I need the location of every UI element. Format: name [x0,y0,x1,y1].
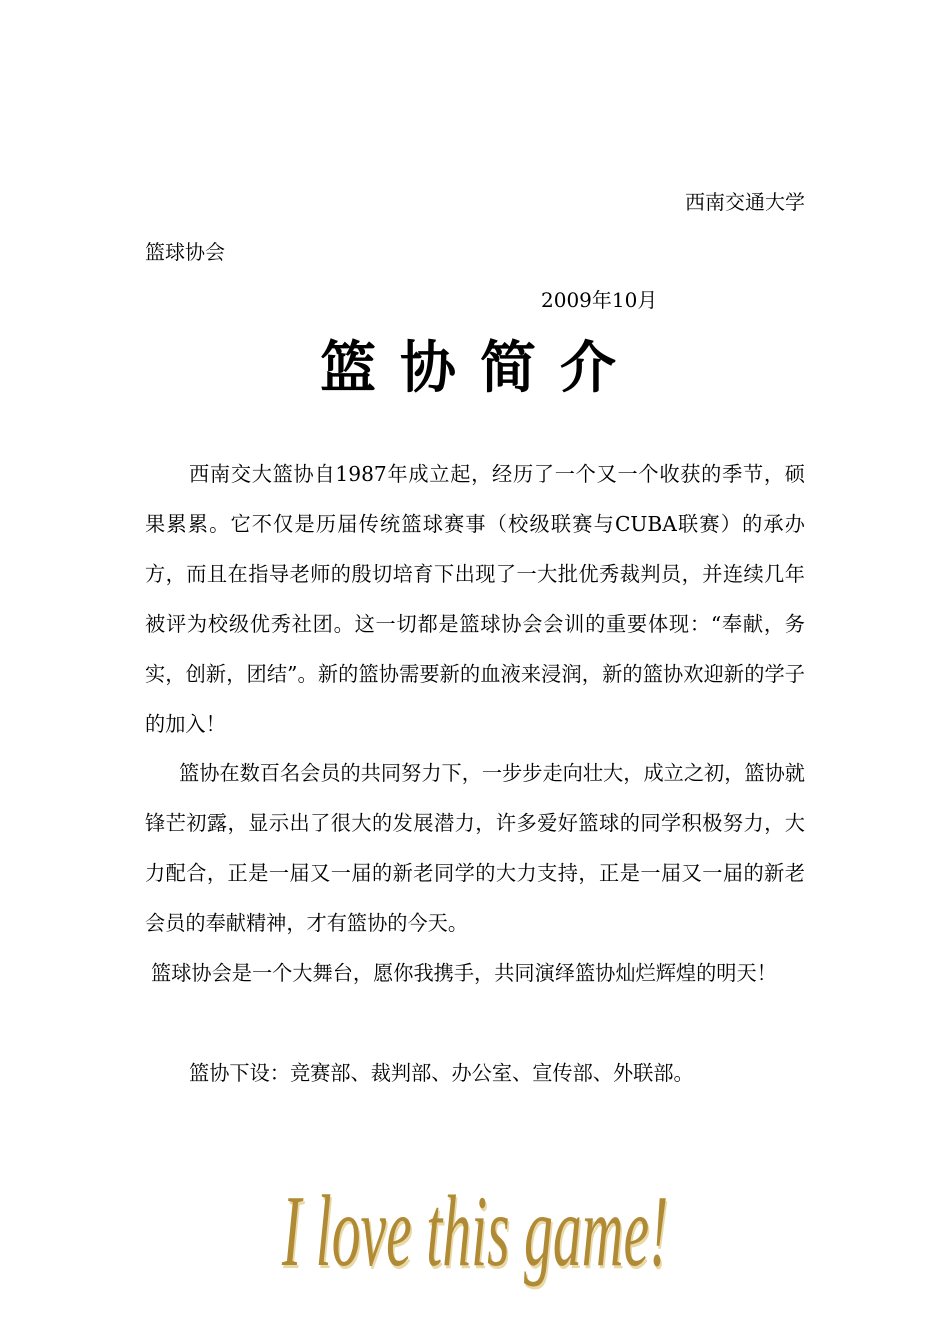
invitation-paragraph: 篮球协会是一个大舞台，愿你我携手，共同演绎篮协灿烂辉煌的明天！ [151,961,777,985]
document-date: 2009年10月 [541,288,658,312]
slogan-wordart: I love this game! [282,1175,669,1289]
club-name: 篮球协会 [145,240,225,264]
history-paragraph: 篮协在数百名会员的共同努力下，一步步走向壮大，成立之初，篮协就锋芒初露，显示出了很大的发展潜力，许多爱好篮球的同学积极努力，大力配合，正是一届又一届的新老同学的大力支持，正是一届又一届的新老会员的奉献精神，才有篮协的今天。 [145,761,805,935]
intro-paragraph: 西南交大篮协自1987年成立起，经历了一个又一个收获的季节，硕果累累。它不仅是历届传统篮球赛事（校级联赛与CUBA联赛）的承办方，而且在指导老师的殷切培育下出现了一大批优秀裁判员，并连续几年被评为校级优秀社团。这一切都是篮球协会会训的重要体现：“奉献，务实，创新，团结”。新的篮协需要新的血液来浸润，新的篮协欢迎新的学子的加入！ [145,462,805,736]
departments-paragraph: 篮协下设：竞赛部、裁判部、办公室、宣传部、外联部。 [189,1061,694,1085]
page-title: 篮协简介 [320,335,640,401]
school-name: 西南交通大学 [685,190,805,214]
